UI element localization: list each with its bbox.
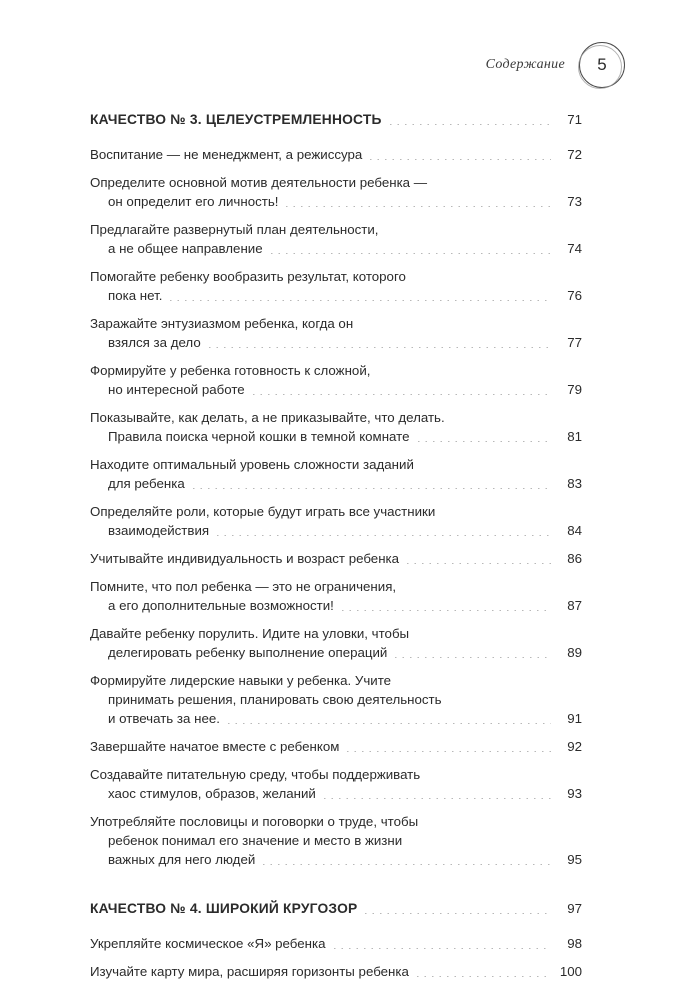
toc-entry[interactable] <box>90 267 582 305</box>
leader-dots <box>214 535 551 536</box>
toc-entry-page: 93 <box>567 786 582 801</box>
toc-entry-page: 72 <box>567 147 582 162</box>
toc-entry-text: взаимодействия <box>108 523 210 538</box>
toc-entry-page: 100 <box>559 964 582 979</box>
toc-entry[interactable] <box>90 934 582 953</box>
table-of-contents <box>90 110 582 990</box>
toc-entry-page: 73 <box>567 194 582 209</box>
toc-entry-text: Воспитание — не менеджмент, а режиссура <box>90 147 363 162</box>
toc-entry-text: Показывайте, как делать, а не приказывайте, что делать. <box>90 410 445 425</box>
toc-section-entry[interactable] <box>90 899 582 918</box>
toc-entry-text: Создавайте питательную среду, чтобы поддерживать <box>90 767 421 782</box>
toc-entry-text: делегировать ребенку выполнение операций <box>108 645 388 660</box>
leader-dots <box>250 394 551 395</box>
page-number-badge <box>579 42 625 88</box>
toc-entry-text: Укрепляйте космическое «Я» ребенка <box>90 936 326 951</box>
leader-dots <box>331 948 551 949</box>
header-title: Содержание <box>485 57 565 72</box>
leader-dots <box>387 124 551 125</box>
toc-entry-text: и отвечать за нее. <box>108 711 220 726</box>
toc-entry-page: 84 <box>567 523 582 538</box>
leader-dots <box>367 159 551 160</box>
toc-entry-text: он определит его личность! <box>108 194 279 209</box>
leader-dots <box>167 300 551 301</box>
leader-dots <box>225 723 551 724</box>
toc-entry-text: важных для него людей <box>108 852 256 867</box>
toc-entry-text: Правила поиска черной кошки в темной комнате <box>108 429 410 444</box>
toc-entry-page: 97 <box>567 901 582 916</box>
toc-entry-page: 74 <box>567 241 582 256</box>
toc-entry-page: 79 <box>567 382 582 397</box>
toc-entry-text: ребенок понимал его значение и место в жизни <box>108 833 403 848</box>
toc-entry-page: 95 <box>567 852 582 867</box>
page-number: 5 <box>597 55 607 74</box>
page-header <box>486 42 625 88</box>
toc-entry[interactable] <box>90 361 582 399</box>
toc-entry[interactable] <box>90 145 582 164</box>
toc-entry-page: 91 <box>567 711 582 726</box>
toc-entry-text: а не общее направление <box>108 241 263 256</box>
toc-entry-text: Давайте ребенку порулить. Идите на уловки, чтобы <box>90 626 410 641</box>
leader-dots <box>206 347 551 348</box>
leader-dots <box>321 798 551 799</box>
toc-section-entry[interactable] <box>90 110 582 129</box>
toc-entry[interactable] <box>90 173 582 211</box>
toc-entry-text: Помогайте ребенку вообразить результат, которого <box>90 269 406 284</box>
toc-entry-page: 71 <box>567 112 582 127</box>
toc-entry-text: Завершайте начатое вместе с ребенком <box>90 739 340 754</box>
leader-dots <box>392 657 551 658</box>
toc-entry-text: Формируйте лидерские навыки у ребенка. Учите <box>90 673 392 688</box>
toc-entry-page: 92 <box>567 739 582 754</box>
toc-entry-text: для ребенка <box>108 476 185 491</box>
toc-entry-text: принимать решения, планировать свою деятельность <box>108 692 442 707</box>
toc-entry-text: Определяйте роли, которые будут играть все участники <box>90 504 436 519</box>
leader-dots <box>283 206 551 207</box>
leader-dots <box>339 610 551 611</box>
toc-entry[interactable] <box>90 765 582 803</box>
leader-dots <box>344 751 551 752</box>
leader-dots <box>415 441 552 442</box>
toc-entry-text: КАЧЕСТВО № 4. ШИРОКИЙ КРУГОЗОР <box>90 901 358 916</box>
toc-entry-text: Заражайте энтузиазмом ребенка, когда он <box>90 316 354 331</box>
toc-entry[interactable] <box>90 624 582 662</box>
toc-entry[interactable] <box>90 962 582 981</box>
leader-dots <box>260 864 551 865</box>
toc-entry[interactable] <box>90 549 582 568</box>
toc-entry-text: Определите основной мотив деятельности ребенка — <box>90 175 428 190</box>
toc-entry[interactable] <box>90 737 582 756</box>
toc-entry[interactable] <box>90 502 582 540</box>
toc-entry[interactable] <box>90 671 582 728</box>
toc-entry-text: Формируйте у ребенка готовность к сложной, <box>90 363 371 378</box>
toc-entry-text: хаос стимулов, образов, желаний <box>108 786 316 801</box>
toc-entry-text: пока нет. <box>108 288 163 303</box>
toc-entry-text: взялся за дело <box>108 335 201 350</box>
leader-dots <box>404 563 551 564</box>
toc-entry-text: а его дополнительные возможности! <box>108 598 334 613</box>
leader-dots <box>190 488 551 489</box>
leader-dots <box>362 913 551 914</box>
toc-entry[interactable] <box>90 812 582 869</box>
toc-entry[interactable] <box>90 314 582 352</box>
toc-entry-page: 81 <box>567 429 582 444</box>
toc-entry[interactable] <box>90 408 582 446</box>
leader-dots <box>414 976 551 977</box>
toc-entry-page: 89 <box>567 645 582 660</box>
toc-entry[interactable] <box>90 220 582 258</box>
toc-entry-text: Предлагайте развернутый план деятельности, <box>90 222 379 237</box>
toc-entry-text: Находите оптимальный уровень сложности заданий <box>90 457 414 472</box>
toc-entry-text: Употребляйте пословицы и поговорки о труде, чтобы <box>90 814 419 829</box>
toc-entry-page: 86 <box>567 551 582 566</box>
toc-entry-page: 76 <box>567 288 582 303</box>
toc-entry[interactable] <box>90 455 582 493</box>
toc-entry-page: 77 <box>567 335 582 350</box>
leader-dots <box>268 253 551 254</box>
toc-entry-page: 98 <box>567 936 582 951</box>
toc-entry-text: Изучайте карту мира, расширяя горизонты ребенка <box>90 964 409 979</box>
toc-entry[interactable] <box>90 577 582 615</box>
toc-entry-text: КАЧЕСТВО № 3. ЦЕЛЕУСТРЕМЛЕННОСТЬ <box>90 112 382 127</box>
toc-entry-text: Учитывайте индивидуальность и возраст ребенка <box>90 551 400 566</box>
toc-entry-page: 87 <box>567 598 582 613</box>
toc-entry-text: Помните, что пол ребенка — это не ограничения, <box>90 579 397 594</box>
toc-entry-text: но интересной работе <box>108 382 245 397</box>
toc-entry-page: 83 <box>567 476 582 491</box>
